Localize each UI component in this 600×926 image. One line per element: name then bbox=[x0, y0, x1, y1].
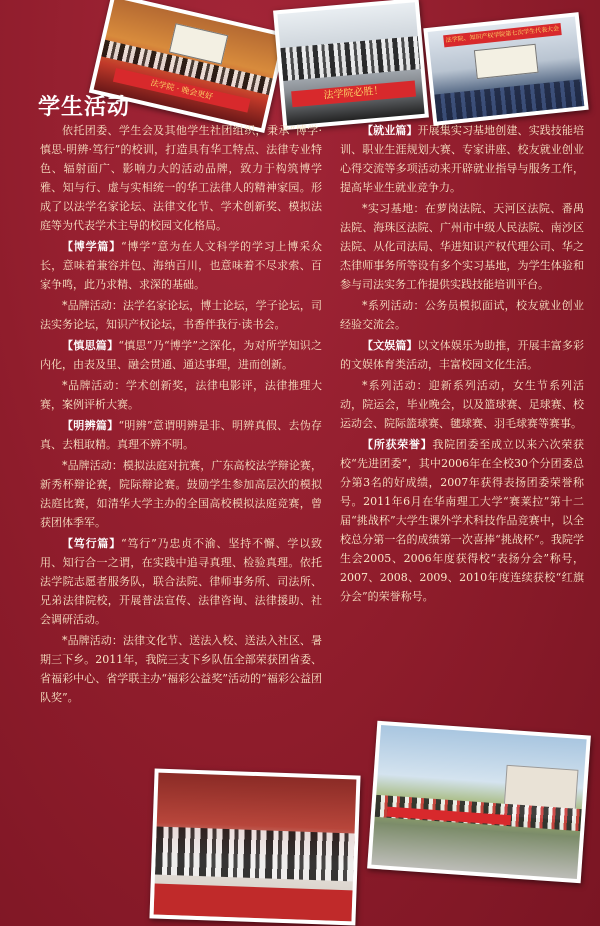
paragraph-text: *系列活动：公务员模拟面试，校友就业创业经验交流会。 bbox=[340, 299, 584, 331]
boxue-brand-paragraph bbox=[40, 296, 322, 334]
paragraph-text: “明辨”意谓明辨是非、明辨真假、去伪存真、去粗取精。真理不辨不明。 bbox=[40, 419, 322, 451]
stage-banner: 法学院 · 晚会更好 bbox=[113, 68, 250, 113]
page-title: 学生活动 bbox=[38, 95, 131, 120]
jiuye-series-paragraph bbox=[340, 296, 584, 334]
paragraph-tag: 【博学篇】 bbox=[62, 240, 122, 253]
honors-paragraph bbox=[340, 435, 584, 606]
paragraph-tag: 【所获荣誉】 bbox=[362, 438, 433, 451]
paragraph-text: *系列活动：迎新系列活动，女生节系列活动，院运会，毕业晚会，以及篮球赛、足球赛、校运动会、院际篮球赛、毽球赛、羽毛球赛等赛事。 bbox=[340, 379, 584, 430]
wenyu-series-paragraph bbox=[340, 376, 584, 433]
paragraph-text: 依托团委、学生会及其他学生社团组织，秉承“博学·慎思·明辨·笃行”的校训，打造具有华工特点、法律专业特色、辐射面广、影响力大的活动品牌，致力于构筑博学雅、知与行、虚与实相统一的华工法律人的精神家园。形成了以法学名家论坛、法律文化节、学术创新奖、模拟法庭等为代表学术主导的校园文化格局。 bbox=[40, 124, 322, 232]
paragraph-text: *品牌活动：法律文化节、送法入校、送法入社区、暑期三下乡。2011年，我院三支下乡队伍全部荣获团省委、省福彩中心、省学联主办“福彩公益奖”活动的“福彩公益团队奖”。 bbox=[40, 634, 322, 704]
intro-paragraph bbox=[40, 121, 322, 235]
duxing-paragraph bbox=[40, 534, 322, 629]
group-figures bbox=[155, 827, 355, 882]
paragraph-text: 我院团委至成立以来六次荣获校“先进团委”，其中2006年在全校30个分团委总分第3名的好成绩，2007年获得表扬团委荣誉称号。2011年6月在华南理工大学“赛莱拉”第十二届“挑战杯”大学生课外学术科技作品竞赛中，以全校总分第一名的成绩第一次喜捧“挑战杯”。我院学生会2005、2006年度获得校“表扬分会”称号，2007、2008、2009、2010年度连续获校“红旗分会”的荣誉称号。 bbox=[340, 438, 585, 603]
internship-paragraph bbox=[340, 199, 584, 294]
paragraph-text: *品牌活动：学术创新奖，法律电影评，法律推理大赛，案例评析大赛。 bbox=[40, 379, 322, 411]
duxing-brand-paragraph bbox=[40, 631, 322, 707]
paragraph-tag: 【就业篇】 bbox=[362, 124, 418, 137]
paragraph-text: *实习基地：在萝岗法院、天河区法院、番禺法院、海珠区法院、广州市中级人民法院、南沙区法院、从化司法局、华进知识产权代理公司、华之杰律师事务所等设有多个实习基地，为学生体验和参与司法实务工作提供实践技能培训平台。 bbox=[340, 202, 584, 291]
paragraph-tag: 【文娱篇】 bbox=[362, 339, 418, 352]
cheer-banner: 法学院必胜！ bbox=[291, 81, 416, 108]
mingbian-paragraph bbox=[40, 416, 322, 454]
photo-outdoor-banner bbox=[367, 721, 591, 884]
photo-award-group bbox=[149, 768, 360, 925]
left-column bbox=[40, 121, 322, 708]
paragraph-text: “笃行”乃忠贞不渝、坚持不懈、学以致用、知行合一之谓，在实践中追寻真理、检验真理。依托法学院志愿者服务队，联合法院、律师事务所、司法所、兄弟法律院校，开展普法宣传、法律咨询、法律援助、社会调研活动。 bbox=[40, 537, 323, 626]
congress-banner: 法学院、知识产权学院第七次学生代表大会 bbox=[443, 23, 562, 47]
shensi-brand-paragraph bbox=[40, 376, 322, 414]
paragraph-text: *品牌活动：法学名家论坛，博士论坛，学子论坛，司法实务论坛，知识产权论坛，书香伴我行·读书会。 bbox=[40, 299, 322, 331]
photo-student-congress bbox=[423, 12, 588, 126]
paragraph-text: *品牌活动：模拟法庭对抗赛，广东高校法学辩论赛，新秀杯辩论赛，院际辩论赛。鼓励学生参加高层次的模拟法庭比赛，如清华大学主办的全国高校模拟法庭竞赛，曾获团体季军。 bbox=[40, 459, 322, 529]
wenyu-paragraph bbox=[340, 336, 584, 374]
paragraph-text: “慎思”乃“博学”之深化，为对所学知识之内化，由表及里、融会贯通、通达事理，进而创新。 bbox=[40, 339, 322, 371]
jiuye-paragraph bbox=[340, 121, 584, 197]
mingbian-brand-paragraph bbox=[40, 456, 322, 532]
projection-screen bbox=[474, 44, 538, 79]
right-column bbox=[340, 121, 584, 607]
red-table bbox=[154, 883, 353, 921]
paragraph-text: 以文体娱乐为助推，开展丰富多彩的文娱体育类活动，丰富校园文化生活。 bbox=[340, 339, 585, 371]
crowd-figures bbox=[280, 36, 420, 81]
paragraph-text: 开展集实习基地创建、实践技能培训、职业生涯规划大赛、专家讲座、校友就业创业心得交流等多项活动来开辟就业指导与服务工作，提高毕业生就业竞争力。 bbox=[340, 124, 585, 194]
paragraph-text: “博学”意为在人文科学的学习上博采众长，意味着兼容并包、海纳百川，也意味着不尽求索、百家争鸣，此乃求精、求深的基础。 bbox=[40, 240, 323, 291]
paragraph-tag: 【明辨篇】 bbox=[62, 419, 119, 432]
paragraph-tag: 【慎思篇】 bbox=[62, 339, 119, 352]
paragraph-tag: 【笃行篇】 bbox=[62, 537, 122, 550]
photo-cheering-students bbox=[273, 0, 429, 130]
shensi-paragraph bbox=[40, 336, 322, 374]
boxue-paragraph bbox=[40, 237, 322, 294]
